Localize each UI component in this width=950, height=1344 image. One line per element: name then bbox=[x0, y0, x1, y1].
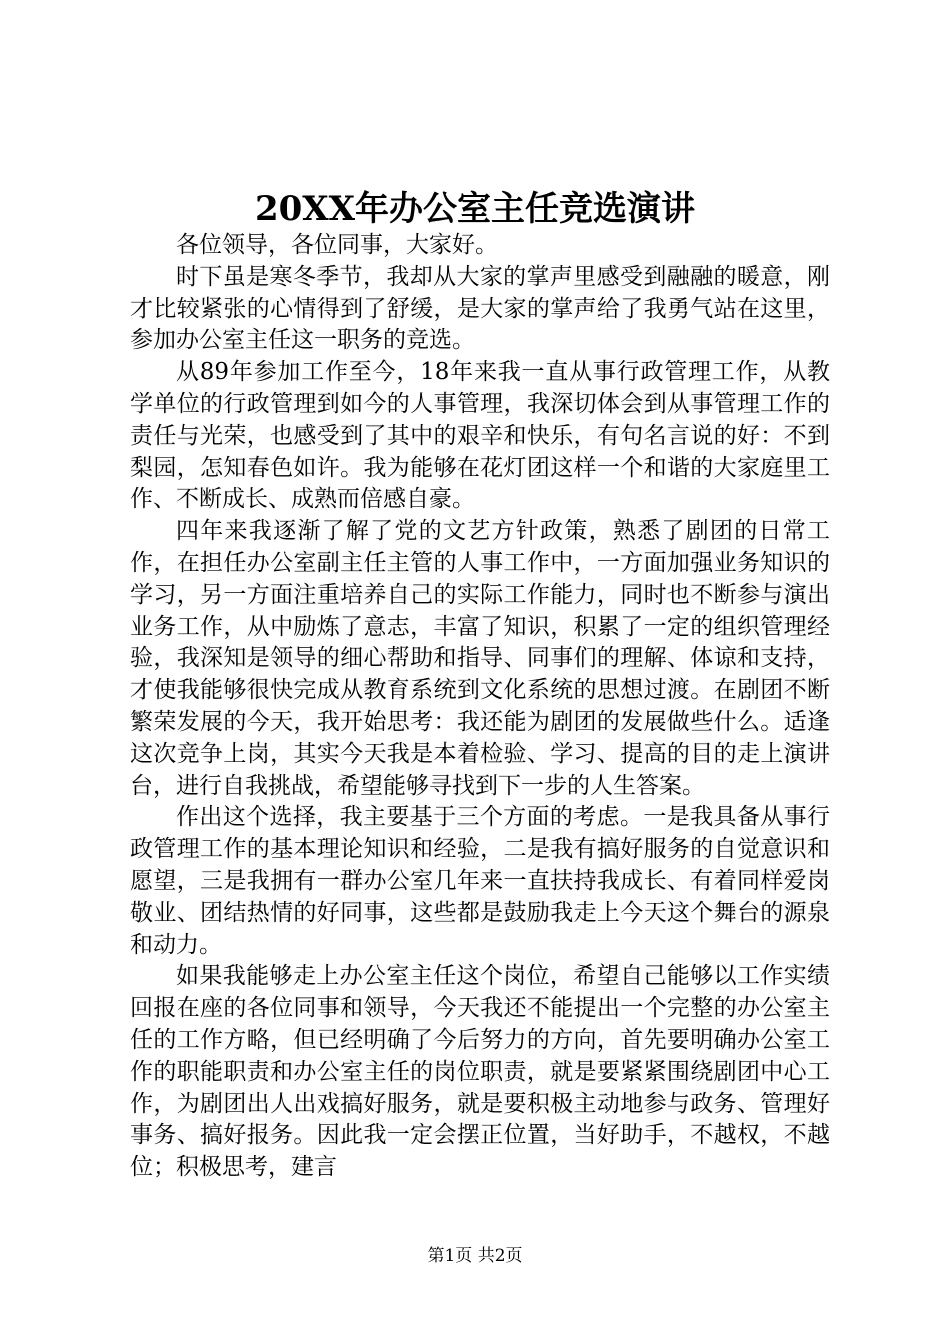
document-body bbox=[130, 230, 830, 1184]
document-title: 20XX年办公室主任竞选演讲 bbox=[254, 189, 696, 229]
page-footer: 第1页 共2页 bbox=[427, 1246, 523, 1266]
paragraph-career: 从89年参加工作至今，18年来我一直从事行政管理工作，从教学单位的行政管理到如今的人事管理，我深切体会到从事管理工作的责任与光荣，也感受到了其中的艰辛和快乐，有句名言说的好：不到梨园，怎知春色如许。我为能够在花灯团这样一个和谐的大家庭里工作、不断成长、成熟而倍感自豪。 bbox=[130, 359, 830, 513]
paragraph-plan: 如果我能够走上办公室主任这个岗位，希望自己能够以工作实绩回报在座的各位同事和领导，今天我还不能提出一个完整的办公室主任的工作方略，但已经明确了今后努力的方向，首先要明确办公室工作的职能职责和办公室主任的岗位职责，就是要紧紧围绕剧团中心工作，为剧团出人出戏搞好服务，就是要积极主动地参与政务、管理好事务、搞好报务。因此我一定会摆正位置，当好助手，不越权，不越位；积极思考，建言 bbox=[130, 963, 830, 1181]
paragraph-reasons: 作出这个选择，我主要基于三个方面的考虑。一是我具备从事行政管理工作的基本理论知识和经验，二是我有搞好服务的自觉意识和愿望，三是我拥有一群办公室几年来一直扶持我成长、有着同样爱岗敬业、团结热情的好同事，这些都是鼓励我走上今天这个舞台的源泉和动力。 bbox=[130, 804, 830, 958]
paragraph-opening: 时下虽是寒冬季节，我却从大家的掌声里感受到融融的暖意，刚才比较紧张的心情得到了舒缓，是大家的掌声给了我勇气站在这里，参加办公室主任这一职务的竞选。 bbox=[130, 263, 830, 354]
paragraph-greeting: 各位领导，各位同事，大家好。 bbox=[176, 232, 498, 258]
paragraph-experience: 四年来我逐渐了解了党的文艺方针政策，熟悉了剧团的日常工作，在担任办公室副主任主管的人事工作中，一方面加强业务知识的学习，另一方面注重培养自己的实际工作能力，同时也不断参与演出业务工作，从中励炼了意志，丰富了知识，积累了一定的组织管理经验，我深知是领导的细心帮助和指导、同事们的理解、体谅和支持，才使我能够很快完成从教育系统到文化系统的思想过渡。在剧团不断繁荣发展的今天，我开始思考：我还能为剧团的发展做些什么。适逢这次竞争上岗，其实今天我是本着检验、学习、提高的目的走上演讲台，进行自我挑战，希望能够寻找到下一步的人生答案。 bbox=[130, 518, 830, 799]
